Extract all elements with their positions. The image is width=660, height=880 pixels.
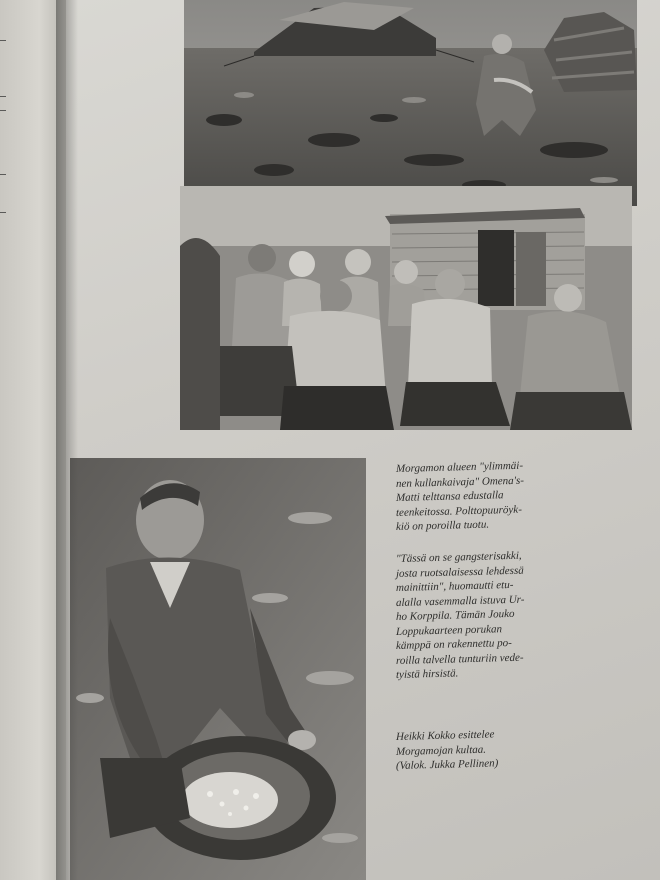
tent-camp-photo	[184, 0, 637, 206]
magazine-page	[66, 0, 660, 880]
text-fragment	[0, 174, 6, 175]
group-cabin-photo	[180, 186, 632, 430]
text-fragment	[0, 110, 6, 111]
group-cabin-image	[180, 186, 632, 430]
tent-photo-caption: Morgamon alueen "ylimmäi- nen kullankaivaja" Omena's- Matti telttansa edustalla teenkeitossa. Polttopuuröyk- kiö on poroilla tuotu.	[396, 459, 524, 533]
gold-panning-image	[70, 458, 366, 880]
text-fragment	[0, 96, 6, 97]
tent-camp-image	[184, 0, 637, 206]
group-photo-caption: "Tässä on se gangsterisakki, josta ruotsalaisessa lehdessä mainittiin", huomautti etu- alalla vasemmalla istuva Ur- ho Korppila. Tämän Jouko Loppukaarteen porukan kämppä on rakennettu po- roilla talvella tunturiin vede- tyistä hirsistä.	[396, 549, 525, 681]
page-gutter-shadow	[56, 0, 78, 880]
text-fragment	[0, 212, 6, 213]
gold-photo-caption: Heikki Kokko esittelee Morgamojan kultaa. (Valok. Jukka Pellinen)	[396, 728, 499, 772]
gold-panning-photo	[70, 458, 366, 880]
text-fragment	[0, 40, 6, 41]
